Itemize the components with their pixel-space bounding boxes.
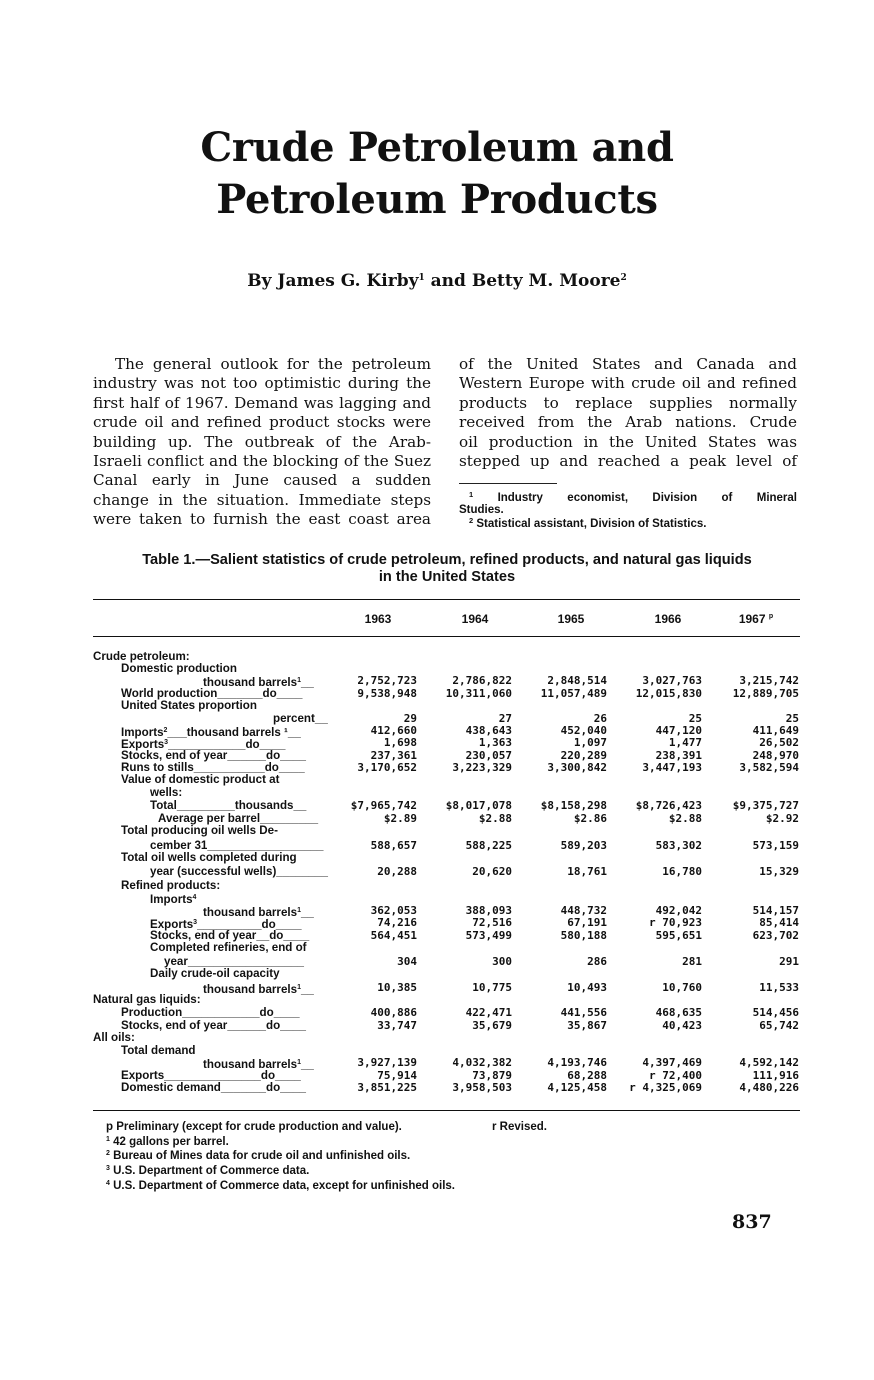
row-label — [203, 982, 314, 996]
body-line: were taken to furnish the east coast area — [93, 510, 431, 529]
row-label-leader: __ — [300, 983, 314, 996]
row-label-sup: 2 — [163, 727, 168, 734]
row-label-text: year (successful wells)________ — [150, 865, 328, 878]
table-cell: 3,927,139 — [357, 1056, 417, 1069]
row-label — [121, 1045, 196, 1057]
table-cell: 412,660 — [370, 724, 417, 737]
row-label-text: thousand barrels — [203, 1058, 298, 1071]
row-label-sup: 1 — [297, 984, 301, 991]
note-4-text: U.S. Department of Commerce data, except for unfinished oils. — [113, 1179, 455, 1192]
note-2-text: Bureau of Mines data for crude oil and unfinished oils. — [113, 1150, 411, 1163]
table-cell: $2.88 — [478, 812, 512, 825]
table-cell: 588,225 — [465, 839, 512, 852]
row-label-text: Production____________do____ — [121, 1006, 300, 1019]
row-label-text: Imports — [150, 893, 193, 906]
footnote-2-text: Statistical assistant, Division of Statistics. — [476, 518, 707, 530]
table-cell: 25 — [688, 712, 702, 725]
row-label-text: Stocks, end of year______do____ — [121, 749, 306, 762]
year-header: 1963 — [364, 612, 392, 626]
table-cell: 2,752,723 — [357, 674, 417, 687]
row-label-text: Completed refineries, end of — [150, 941, 307, 954]
table-cell: 514,456 — [752, 1006, 799, 1019]
table-bottom-rule — [93, 1110, 800, 1111]
title-line-1: Crude Petroleum and — [200, 124, 674, 171]
year-header: 1966 — [654, 612, 682, 626]
table-cell: 35,867 — [567, 1019, 607, 1032]
row-label-text: Exports — [121, 738, 165, 751]
table-cell: r 72,400 — [649, 1069, 702, 1082]
row-label — [150, 787, 182, 799]
note-4: $^4$ U.S. Department of Commerce data, except for unfinished oils. — [106, 1179, 455, 1192]
byline-author-2: and Betty M. Moore — [430, 271, 621, 291]
row-label — [93, 994, 201, 1006]
row-label-text: Domestic production — [121, 662, 237, 675]
body-line: industry was not too optimistic during the — [93, 374, 431, 393]
table-cell: 10,760 — [662, 981, 702, 994]
table-cell: 2,786,822 — [452, 674, 512, 687]
row-label-text: Exports — [150, 918, 194, 931]
table-cell: 1,477 — [668, 736, 702, 749]
row-label-text: All oils: — [93, 1031, 135, 1044]
table-cell: $2.86 — [573, 812, 607, 825]
row-label-text: Stocks, end of year______do____ — [121, 1019, 306, 1032]
row-label — [150, 942, 307, 954]
table-cell: 4,125,458 — [547, 1081, 607, 1094]
body-line: The general outlook for the petroleum — [115, 355, 431, 373]
table-cell: 111,916 — [752, 1069, 799, 1082]
row-label-leader: __ — [300, 676, 314, 689]
table-cell: 3,027,763 — [642, 674, 702, 687]
table-cell: 281 — [682, 955, 702, 968]
table-cell: 9,538,948 — [357, 687, 417, 700]
table-cell: 65,742 — [759, 1019, 799, 1032]
row-label — [121, 1082, 306, 1094]
table-cell: 85,414 — [759, 916, 799, 929]
row-label — [121, 1020, 306, 1032]
table-cell: r 70,923 — [649, 916, 702, 929]
row-label-text: Total oil wells completed during — [121, 851, 297, 864]
body-column-left — [93, 355, 431, 530]
body-line: stepped up and reached a peak level of — [459, 452, 797, 471]
table-caption-line-1: Table 1.—Salient statistics of crude petroleum, refined products, and natural gas liquids — [142, 552, 752, 568]
table-cell: 1,097 — [573, 736, 607, 749]
note-preliminary: p Preliminary (except for crude production and value). — [106, 1121, 402, 1133]
table-cell: 20,620 — [472, 865, 512, 878]
table-cell: 10,775 — [472, 981, 512, 994]
body-line: Canal early in June caused a sudden — [93, 471, 431, 490]
table-cell: 580,188 — [560, 929, 607, 942]
body-line: Western Europe with crude oil and refined — [459, 374, 797, 393]
body-line: products to replace supplies normally — [459, 393, 797, 412]
table-cell: 72,516 — [472, 916, 512, 929]
row-label-sup: 1 — [297, 677, 301, 684]
table-cell: 452,040 — [560, 724, 607, 737]
note-1-text: 42 gallons per barrel. — [113, 1135, 229, 1148]
row-label-sup: 4 — [192, 894, 197, 901]
note-revised: r Revised. — [492, 1121, 547, 1133]
row-label-text: Imports — [121, 726, 164, 739]
table-cell: 11,533 — [759, 981, 799, 994]
table-cell: 3,851,225 — [357, 1081, 417, 1094]
table-cell: 25 — [785, 712, 799, 725]
title-line-2: Petroleum Products — [216, 176, 658, 223]
row-label-text: World production_______do____ — [121, 687, 303, 700]
footnote-1 — [459, 489, 797, 516]
table-cell: 4,480,226 — [739, 1081, 799, 1094]
table-cell: 3,582,594 — [739, 761, 799, 774]
salient-statistics-table — [93, 600, 800, 1110]
table-cell: 3,215,742 — [739, 674, 799, 687]
table-cell: 4,032,382 — [452, 1056, 512, 1069]
table-cell: 388,093 — [465, 904, 512, 917]
table-cell: 3,300,842 — [547, 761, 607, 774]
row-label-sup: 1 — [297, 1059, 301, 1066]
row-label-text: thousand barrels — [203, 906, 298, 919]
note-3-text: U.S. Department of Commerce data. — [113, 1165, 310, 1178]
body-line: received from the Arab nations. Crude — [459, 413, 797, 432]
preliminary-mark: p — [768, 613, 774, 620]
table-cell: r 4,325,069 — [629, 1081, 702, 1094]
table-cell: 74,216 — [377, 916, 417, 929]
table-cell: 10,493 — [567, 981, 607, 994]
body-line: building up. The outbreak of the Arab- — [93, 432, 431, 451]
table-cell: 492,042 — [655, 904, 702, 917]
row-label-text: Natural gas liquids: — [93, 993, 201, 1006]
byline — [0, 271, 874, 291]
note-3: $^3$ U.S. Department of Commerce data. — [106, 1165, 310, 1178]
table-cell: 468,635 — [655, 1006, 702, 1019]
table-cell: 68,288 — [567, 1069, 607, 1082]
table-cell: 1,698 — [383, 736, 417, 749]
body-line: first half of 1967. Demand was lagging and — [93, 393, 431, 412]
table-cell: 514,157 — [752, 904, 799, 917]
table-cell: 26 — [593, 712, 607, 725]
table-cell: $2.92 — [765, 812, 799, 825]
row-label-text: Average per barrel_________ — [158, 812, 319, 825]
article-title — [0, 122, 874, 226]
body-line: crude oil and refined product stocks were — [93, 413, 431, 432]
table-cell: 35,679 — [472, 1019, 512, 1032]
table-cell: 3,447,193 — [642, 761, 702, 774]
table-cell: 4,397,469 — [642, 1056, 702, 1069]
table-cell: 3,170,652 — [357, 761, 417, 774]
row-label-text: wells: — [150, 786, 183, 799]
table-cell: 411,649 — [752, 724, 799, 737]
row-label-text: cember 31__________________ — [150, 839, 324, 852]
table-cell: 12,889,705 — [732, 687, 799, 700]
row-label — [121, 663, 237, 675]
row-label-text: percent__ — [273, 712, 328, 725]
row-label — [273, 713, 328, 725]
footnote-rule — [459, 483, 557, 484]
table-cell: 595,651 — [655, 929, 702, 942]
table-cell: 40,423 — [662, 1019, 702, 1032]
table-caption-line-2: in the United States — [378, 569, 516, 585]
body-line: of the United States and Canada and — [459, 355, 797, 373]
table-cell: 230,057 — [465, 749, 512, 762]
row-label-sup: 3 — [193, 919, 198, 926]
table-cell: 33,747 — [377, 1019, 417, 1032]
table-cell: $7,965,742 — [350, 799, 417, 812]
footnote-2 — [459, 515, 797, 530]
table-cell: 29 — [403, 712, 417, 725]
footnote-1-cont: Studies. — [459, 504, 504, 516]
table-cell: 422,471 — [465, 1006, 512, 1019]
byline-author-1: By James G. Kirby — [247, 271, 419, 291]
row-label-text: Refined products: — [121, 879, 221, 892]
table-cell: 12,015,830 — [635, 687, 702, 700]
table-cell: 623,702 — [752, 929, 799, 942]
row-label — [121, 774, 279, 786]
row-label — [150, 968, 280, 980]
row-label-text: Total demand — [121, 1044, 196, 1057]
table-cell: 583,302 — [655, 839, 702, 852]
row-label-leader: ___thousand barrels ¹__ — [167, 726, 301, 739]
row-label — [121, 852, 297, 864]
row-label-leader: __ — [300, 1058, 314, 1071]
row-label — [121, 700, 257, 712]
table-cell: 573,499 — [465, 929, 512, 942]
table-cell: 300 — [492, 955, 512, 968]
row-label-text: Total producing oil wells De- — [121, 824, 278, 837]
table-cell: $8,017,078 — [445, 799, 512, 812]
body-line: change in the situation. Immediate steps — [93, 490, 431, 509]
table-cell: 11,057,489 — [540, 687, 607, 700]
table-cell: 291 — [779, 955, 799, 968]
table-cell: 438,643 — [465, 724, 512, 737]
byline-sup-1: 1 — [418, 273, 425, 283]
table-cell: 362,053 — [370, 904, 417, 917]
note-1: $^1$ 42 gallons per barrel. — [106, 1135, 229, 1148]
table-cell: $8,158,298 — [540, 799, 607, 812]
table-cell: $2.88 — [668, 812, 702, 825]
table-cell: 4,193,746 — [547, 1056, 607, 1069]
note-2: $^2$ Bureau of Mines data for crude oil and unfinished oils. — [106, 1150, 411, 1163]
row-label-leader: __ — [300, 906, 314, 919]
row-label — [121, 880, 220, 892]
row-label-text: Crude petroleum: — [93, 650, 190, 663]
table-cell: $2.89 — [383, 812, 417, 825]
footnote-1-text: Industry economist, Division of Mineral — [497, 492, 797, 504]
table-cell: 400,886 — [370, 1006, 417, 1019]
table-cell: 3,223,329 — [452, 761, 512, 774]
row-label-text: year__________________ — [164, 955, 304, 968]
table-cell: 237,361 — [370, 749, 417, 762]
body-line: Israeli conflict and the blocking of the Suez — [93, 452, 431, 471]
table-cell: 286 — [587, 955, 607, 968]
row-label-sup: 1 — [297, 907, 301, 914]
row-label-leader: __________do____ — [197, 918, 302, 931]
table-cell: 75,914 — [377, 1069, 417, 1082]
table-cell: 220,289 — [560, 749, 607, 762]
year-header: 1965 — [557, 612, 585, 626]
body-line: oil production in the United States was — [459, 432, 797, 451]
row-label-sup: 3 — [164, 739, 169, 746]
page-number: 837 — [732, 1211, 772, 1233]
table-cell: 4,592,142 — [739, 1056, 799, 1069]
row-label-text: United States proportion — [121, 699, 257, 712]
byline-sup-2: 2 — [620, 273, 627, 283]
table-cell: 304 — [397, 955, 417, 968]
table-cell: 573,159 — [752, 839, 799, 852]
row-label — [150, 892, 196, 906]
table-cell: 1,363 — [478, 736, 512, 749]
table-cell: 238,391 — [655, 749, 702, 762]
footnote-1-mark: 1 — [469, 490, 474, 499]
year-header: 1964 — [461, 612, 489, 626]
row-label — [121, 1007, 300, 1019]
row-label — [121, 825, 278, 837]
table-caption — [80, 552, 814, 586]
table-cell: 20,288 — [377, 865, 417, 878]
table-notes — [106, 1121, 547, 1193]
footnote-2-mark: 2 — [469, 516, 474, 525]
table-cell: 441,556 — [560, 1006, 607, 1019]
table-cell: 10,311,060 — [445, 687, 512, 700]
row-label-text: thousand barrels — [203, 983, 298, 996]
row-label-text: Value of domestic product at — [121, 773, 280, 786]
table-cell: 18,761 — [567, 865, 607, 878]
table-cell: 15,329 — [759, 865, 799, 878]
table-cell: 248,970 — [752, 749, 799, 762]
row-label-text: Stocks, end of year__do____ — [150, 929, 310, 942]
row-label — [93, 1032, 135, 1044]
table-cell: 26,502 — [759, 736, 799, 749]
body-column-right — [459, 355, 797, 471]
row-label-text: Total_________thousands__ — [150, 799, 307, 812]
table-cell: 27 — [498, 712, 512, 725]
row-label-text: Runs to stills___________do____ — [121, 761, 305, 774]
row-label-text: Domestic demand_______do____ — [121, 1081, 306, 1094]
table-cell: 588,657 — [370, 839, 417, 852]
row-label-text: thousand barrels — [203, 676, 298, 689]
table-cell: 564,451 — [370, 929, 417, 942]
table-cell: 73,879 — [472, 1069, 512, 1082]
table-cell: 448,732 — [560, 904, 607, 917]
row-label — [150, 866, 328, 878]
table-cell: $9,375,727 — [732, 799, 799, 812]
table-cell: 3,958,503 — [452, 1081, 512, 1094]
row-label — [150, 800, 306, 812]
table-cell: $8,726,423 — [635, 799, 702, 812]
table-cell: 447,120 — [655, 724, 702, 737]
row-label-text: Daily crude-oil capacity — [150, 967, 280, 980]
table-cell: 589,203 — [560, 839, 607, 852]
table-cell: 16,780 — [662, 865, 702, 878]
table-cell: 67,191 — [567, 916, 607, 929]
row-label-text: Exports_______________do____ — [121, 1069, 301, 1082]
year-header-1967: 1967 — [738, 612, 766, 626]
table-cell: 2,848,514 — [547, 674, 607, 687]
year-header — [711, 612, 801, 626]
table-cell: 10,385 — [377, 981, 417, 994]
row-label-leader: ____________do____ — [168, 738, 286, 751]
